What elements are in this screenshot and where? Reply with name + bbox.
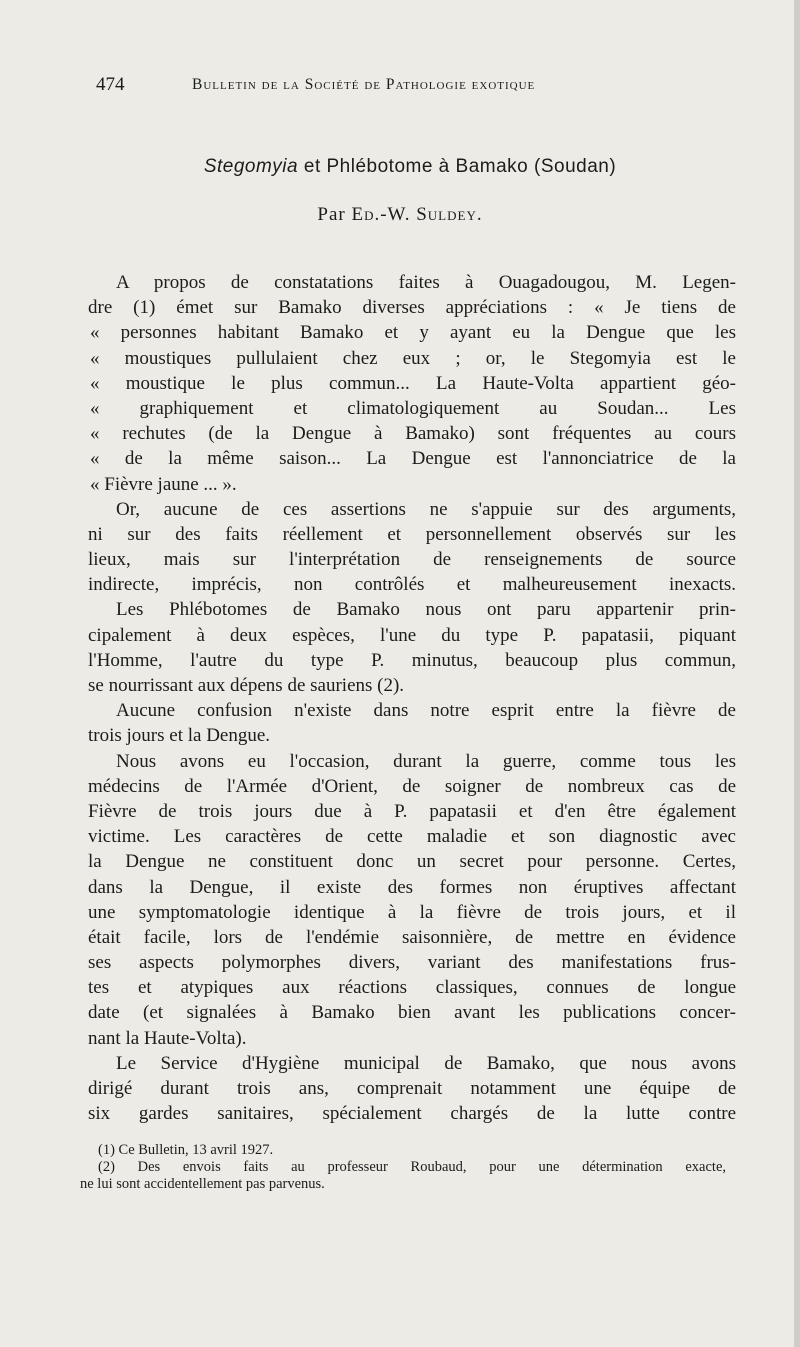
author-prefix: Par [317,204,346,225]
body-line: l'Homme, l'autre du type P. minutus, beaucoup plus commun, [88,649,736,671]
body-line: « rechutes (de la Dengue à Bamako) sont fréquentes au cours [90,423,736,445]
body-line: Les Phlébotomes de Bamako nous ont paru appartenir prin- [116,599,736,621]
body-line: dirigé durant trois ans, comprenait notamment une équipe de [88,1078,736,1099]
author-line [0,204,800,226]
body-line: la Dengue ne constituent donc un secret pour personne. Certes, [88,851,736,873]
footnote-2: (2) Des envois faits au professeur Roubaud, pour une détermination exacte, [98,1159,726,1175]
body-line: indirecte, imprécis, non contrôlés et malheureusement inexacts. [88,574,736,596]
body-line: se nourrissant aux dépens de sauriens (2). [88,675,405,696]
body-line: une symptomatologie identique à la fièvre de trois jours, et il [88,901,736,923]
body-line: trois jours et la Dengue. [88,725,271,747]
body-line: ni sur des faits réellement et personnellement observés sur les [88,523,736,545]
title-rest: et Phlébotome à Bamako (Soudan) [303,156,617,177]
body-line: date (et signalées à Bamako bien avant les publications concer- [88,1002,736,1024]
body-line: lieux, mais sur l'interprétation de renseignements de source [88,549,736,571]
body-line: Aucune confusion n'existe dans notre esprit entre la fièvre de [116,700,736,722]
body-line: dans la Dengue, il existe des formes non éruptives affectant [88,876,736,898]
footnotes [80,1142,726,1193]
page-number: 474 [96,74,125,95]
footnote-1: (1) Ce Bulletin, 13 avril 1927. [98,1142,274,1158]
body-line: médecins de l'Armée d'Orient, de soigner de nombreux cas de [88,775,736,797]
body-line: nant la Haute-Volta). [88,1027,247,1049]
body-line: Fièvre de trois jours due à P. papatasii et d'en être également [88,800,736,822]
body-line: « graphiquement et climatologiquement au Soudan... Les [90,397,736,419]
journal-title: Bulletin de la Société de Pathologie exotique [192,76,536,93]
body-line: victime. Les caractères de cette maladie et son diagnostic avec [88,826,736,848]
page-edge-shadow [794,0,800,1347]
body-line: Or, aucune de ces assertions ne s'appuie sur des arguments, [116,498,736,520]
body-line: « moustiques pullulaient chez eux ; or, le Stegomyia est le [90,347,736,369]
body-line: dre (1) émet sur Bamako diverses appréciations : « Je tiens de [88,297,736,319]
article-body [88,270,736,1126]
body-line: ses aspects polymorphes divers, variant des manifestations frus- [88,952,736,974]
body-line: « moustique le plus commun... La Haute-Volta appartient géo- [90,372,736,394]
body-line: cipalement à deux espèces, l'une du type P. papatasii, piquant [88,624,736,646]
body-line: Le Service d'Hygiène municipal de Bamako, que nous avons [116,1052,736,1074]
body-line: six gardes sanitaires, spécialement chargés de la lutte contre [88,1103,736,1125]
body-line: A propos de constatations faites à Ouagadougou, M. Legen- [116,272,736,293]
body-line: tes et atypiques aux réactions classiques, connues de longue [88,977,736,999]
body-line: « personnes habitant Bamako et y ayant eu la Dengue que les [90,322,736,344]
body-line: « Fièvre jaune ... ». [90,473,237,495]
author-name: Ed.-W. Suldey. [351,204,483,225]
title-genus: Stegomyia [203,156,299,177]
running-head [96,74,736,98]
footnote-2-continued: ne lui sont accidentellement pas parvenus. [80,1176,325,1192]
article-title [140,156,680,178]
body-line: était facile, lors de l'endémie saisonnière, de mettre en évidence [88,926,736,948]
body-line: « de la même saison... La Dengue est l'annonciatrice de la [90,448,736,470]
body-line: Nous avons eu l'occasion, durant la guerre, comme tous les [116,750,736,772]
